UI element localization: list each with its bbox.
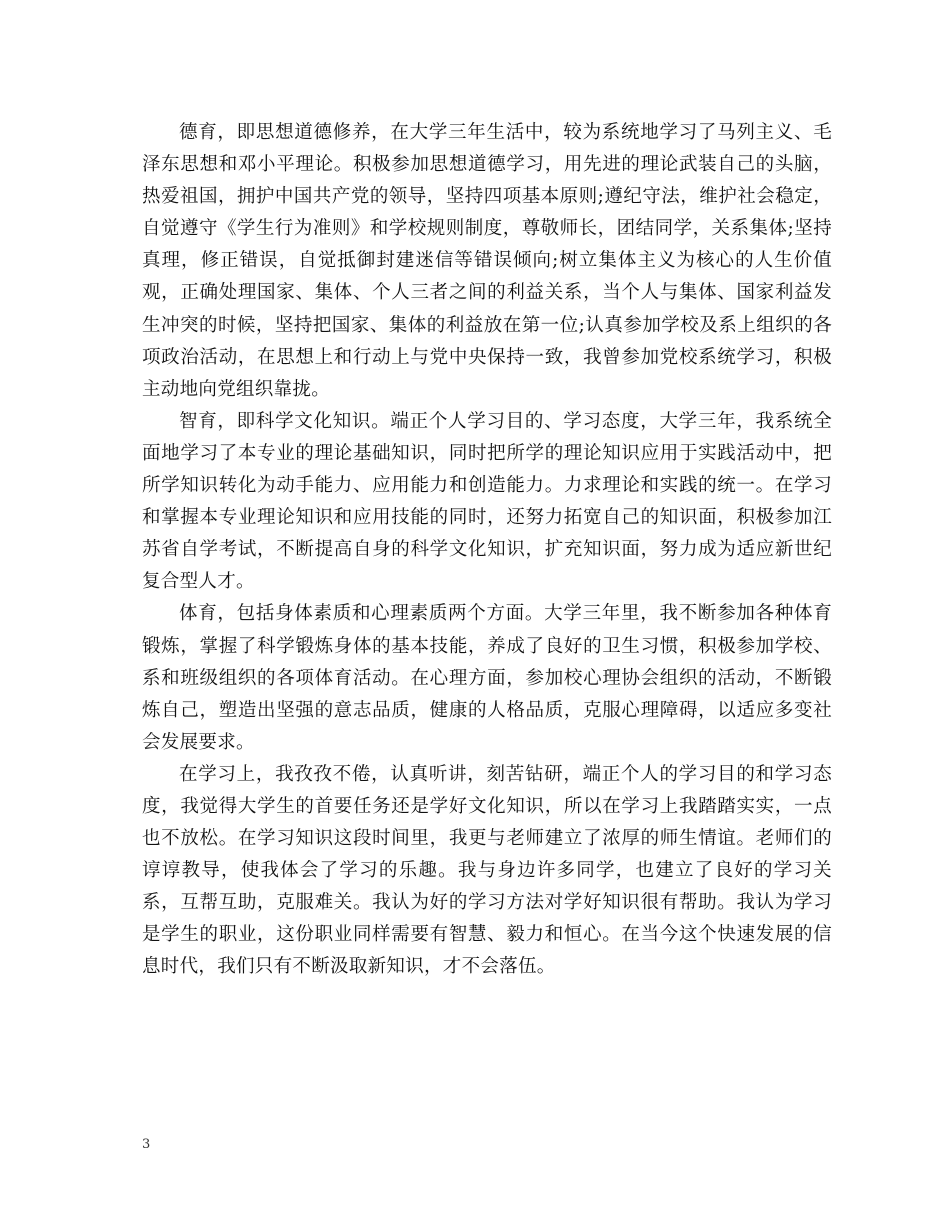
document-body	[142, 117, 832, 984]
paragraph-study-attitude: 在学习上，我孜孜不倦，认真听讲，刻苦钻研，端正个人的学习目的和学习态度，我觉得大学生的首要任务还是学好文化知识，所以在学习上我踏踏实实，一点也不放松。在学习知识这段时间里，我更与老师建立了浓厚的师生情谊。老师们的谆谆教导，使我体会了学习的乐趣。我与身边许多同学，也建立了良好的学习关系，互帮互助，克服难关。我认为好的学习方法对学好知识很有帮助。我认为学习是学生的职业，这份职业同样需要有智慧、毅力和恒心。在当今这个快速发展的信息时代，我们只有不断汲取新知识，才不会落伍。	[142, 763, 832, 978]
paragraph-intellectual-education: 智育，即科学文化知识。端正个人学习目的、学习态度，大学三年，我系统全面地学习了本专业的理论基础知识，同时把所学的理论知识应用于实践活动中，把所学知识转化为动手能力、应用能力和创造能力。力求理论和实践的统一。在学习和掌握本专业理论知识和应用技能的同时，还努力拓宽自己的知识面，积极参加江苏省自学考试，不断提高自身的科学文化知识，扩充知识面，努力成为适应新世纪复合型人才。	[142, 410, 832, 593]
page-number: 3	[142, 1137, 151, 1152]
paragraph-physical-education: 体育，包括身体素质和心理素质两个方面。大学三年里，我不断参加各种体育锻炼，掌握了科学锻炼身体的基本技能，养成了良好的卫生习惯，积极参加学校、系和班级组织的各项体育活动。在心理方面，参加校心理协会组织的活动，不断锻炼自己，塑造出坚强的意志品质，健康的人格品质，克服心理障碍，以适应多变社会发展要求。	[142, 603, 832, 753]
paragraph-moral-education: 德育，即思想道德修养，在大学三年生活中，较为系统地学习了马列主义、毛泽东思想和邓小平理论。积极参加思想道德学习，用先进的理论武装自己的头脑，热爱祖国，拥护中国共产党的领导，坚持四项基本原则;遵纪守法，维护社会稳定，自觉遵守《学生行为准则》和学校规则制度，尊敬师长，团结同学，关系集体;坚持真理，修正错误，自觉抵御封建迷信等错误倾向;树立集体主义为核心的人生价值观，正确处理国家、集体、个人三者之间的利益关系，当个人与集体、国家利益发生冲突的时候，坚持把国家、集体的利益放在第一位;认真参加学校及系上组织的各项政治活动，在思想上和行动上与党中央保持一致，我曾参加党校系统学习，积极主动地向党组织靠拢。	[142, 122, 832, 400]
